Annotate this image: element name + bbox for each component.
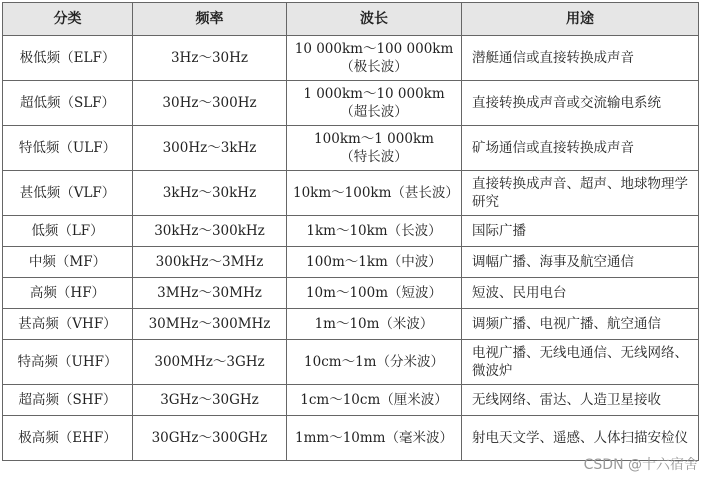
cell-category: 高频（HF） bbox=[3, 278, 133, 309]
cell-category: 极低频（ELF） bbox=[3, 36, 133, 81]
cell-use: 调幅广播、海事及航空通信 bbox=[462, 247, 699, 278]
cell-category: 甚低频（VLF） bbox=[3, 171, 133, 216]
header-category: 分类 bbox=[3, 3, 133, 36]
cell-frequency: 3GHz～30GHz bbox=[133, 385, 287, 416]
cell-use: 电视广播、无线电通信、无线网络、微波炉 bbox=[462, 340, 699, 385]
table-header-row bbox=[3, 3, 699, 36]
cell-use: 短波、民用电台 bbox=[462, 278, 699, 309]
cell-category: 中频（MF） bbox=[3, 247, 133, 278]
cell-use: 射电天文学、遥感、人体扫描安检仪 bbox=[462, 416, 699, 461]
cell-wavelength: 1m～10m（米波） bbox=[287, 309, 462, 340]
cell-frequency: 30MHz～300MHz bbox=[133, 309, 287, 340]
table-row bbox=[3, 340, 699, 385]
cell-category: 低频（LF） bbox=[3, 216, 133, 247]
header-use: 用途 bbox=[462, 3, 699, 36]
cell-wavelength bbox=[287, 126, 462, 171]
cell-frequency: 300MHz～3GHz bbox=[133, 340, 287, 385]
cell-wavelength: 10cm～1m（分米波） bbox=[287, 340, 462, 385]
cell-use: 直接转换成声音或交流输电系统 bbox=[462, 81, 699, 126]
cell-category: 极高频（EHF） bbox=[3, 416, 133, 461]
cell-frequency: 300Hz～3kHz bbox=[133, 126, 287, 171]
cell-category: 甚高频（VHF） bbox=[3, 309, 133, 340]
cell-wavelength: 10km～100km（甚长波） bbox=[287, 171, 462, 216]
wavelength-note: （特长波） bbox=[340, 149, 408, 165]
cell-use: 潜艇通信或直接转换成声音 bbox=[462, 36, 699, 81]
cell-use: 调频广播、电视广播、航空通信 bbox=[462, 309, 699, 340]
cell-use: 直接转换成声音、超声、地球物理学研究 bbox=[462, 171, 699, 216]
header-wavelength: 波长 bbox=[287, 3, 462, 36]
cell-wavelength: 1km～10km（长波） bbox=[287, 216, 462, 247]
cell-frequency: 3Hz～30Hz bbox=[133, 36, 287, 81]
table-row bbox=[3, 385, 699, 416]
wavelength-range: 1 000km～10 000km bbox=[303, 86, 445, 102]
cell-wavelength: 1mm～10mm（毫米波） bbox=[287, 416, 462, 461]
cell-use: 国际广播 bbox=[462, 216, 699, 247]
cell-frequency: 300kHz～3MHz bbox=[133, 247, 287, 278]
cell-category: 超低频（SLF） bbox=[3, 81, 133, 126]
cell-category: 特低频（ULF） bbox=[3, 126, 133, 171]
cell-wavelength: 10m～100m（短波） bbox=[287, 278, 462, 309]
wavelength-note: （超长波） bbox=[340, 104, 408, 120]
cell-use: 无线网络、雷达、人造卫星接收 bbox=[462, 385, 699, 416]
table-row bbox=[3, 36, 699, 81]
cell-frequency: 30Hz～300Hz bbox=[133, 81, 287, 126]
cell-frequency: 30kHz～300kHz bbox=[133, 216, 287, 247]
table-row bbox=[3, 247, 699, 278]
wavelength-range: 10 000km～100 000km bbox=[294, 41, 454, 57]
cell-wavelength: 1cm～10cm（厘米波） bbox=[287, 385, 462, 416]
table-row bbox=[3, 309, 699, 340]
table-row bbox=[3, 216, 699, 247]
cell-category: 超高频（SHF） bbox=[3, 385, 133, 416]
cell-frequency: 30GHz～300GHz bbox=[133, 416, 287, 461]
table-row bbox=[3, 126, 699, 171]
cell-wavelength bbox=[287, 36, 462, 81]
header-frequency: 频率 bbox=[133, 3, 287, 36]
table-row bbox=[3, 81, 699, 126]
frequency-band-table bbox=[2, 2, 699, 461]
cell-category: 特高频（UHF） bbox=[3, 340, 133, 385]
cell-wavelength: 100m～1km（中波） bbox=[287, 247, 462, 278]
cell-use: 矿场通信或直接转换成声音 bbox=[462, 126, 699, 171]
watermark: CSDN @十六宿舍 bbox=[583, 457, 698, 473]
table-row bbox=[3, 278, 699, 309]
wavelength-note: （极长波） bbox=[340, 59, 408, 75]
cell-frequency: 3kHz～30kHz bbox=[133, 171, 287, 216]
table-row bbox=[3, 171, 699, 216]
cell-wavelength bbox=[287, 81, 462, 126]
wavelength-range: 100km～1 000km bbox=[314, 131, 434, 147]
cell-frequency: 3MHz～30MHz bbox=[133, 278, 287, 309]
